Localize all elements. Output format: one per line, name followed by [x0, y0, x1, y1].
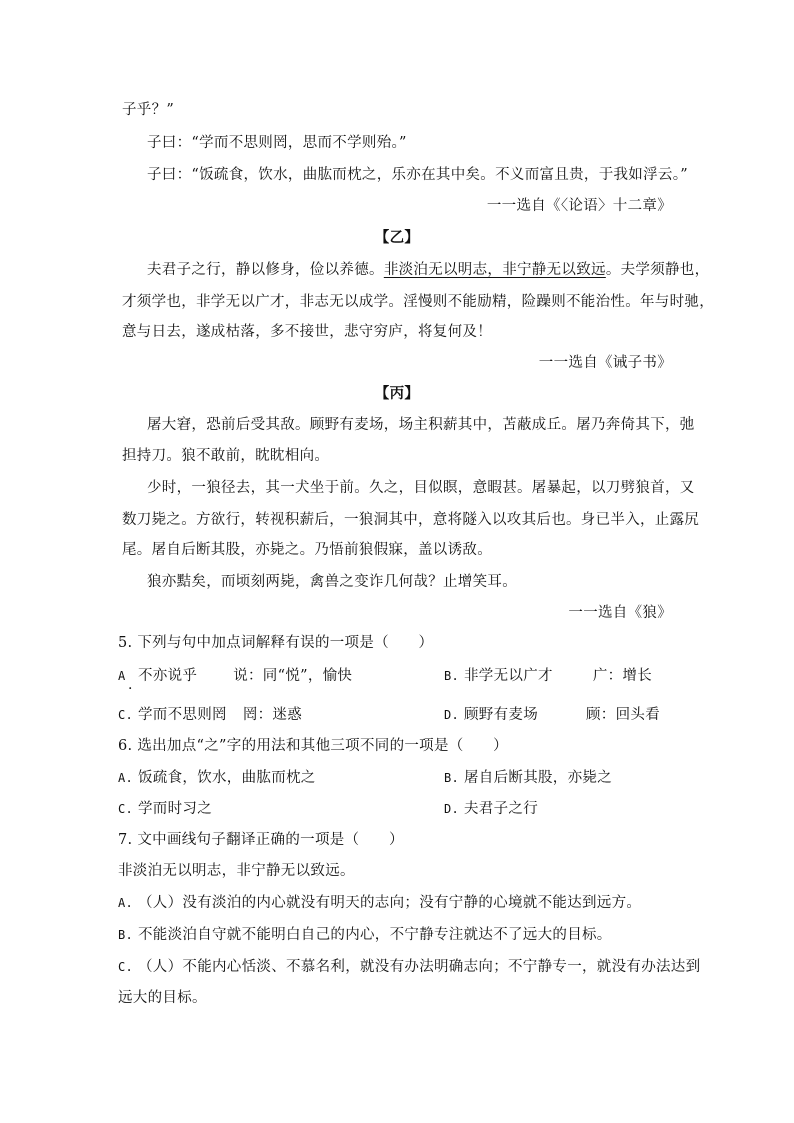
- option-label: B.: [444, 771, 460, 785]
- option-explanation: 罔：迷惑: [242, 707, 303, 723]
- question-7-option-a: [118, 893, 641, 913]
- option-text: 饭疏食，饮水，曲肱而枕之: [138, 770, 316, 786]
- question-6-option-d: [444, 799, 538, 819]
- option-explanation: 广：增长: [592, 668, 653, 684]
- option-label: C.: [118, 802, 134, 816]
- option-text: 非学无以广才: [464, 668, 553, 684]
- option-text: （人）没有淡泊的内心就没有明天的志向；没有宁静的心境就不能达到远方。: [138, 895, 642, 911]
- emphasis-dot-icon: ·: [128, 681, 133, 697]
- passage-yi-line-3: 意与日去，遂成枯落，多不接世，悲守穷庐，将复何及！: [122, 324, 492, 340]
- passage-bing-line-4: 数刀毙之。方欲行，转视积薪后，一狼洞其中，意将隧入以攻其后也。身已半入，止露尻: [122, 512, 700, 528]
- option-label: A.: [118, 896, 134, 910]
- option-text: （人）不能内心恬淡、不慕名利，就没有办法明确志向；不宁静专一，就没有办法达到: [138, 959, 701, 975]
- passage-yi-heading: 【乙】: [374, 229, 420, 246]
- question-6-option-c: [118, 799, 212, 819]
- option-label: A: [118, 669, 126, 683]
- question-7-option-c-continued: 远大的目标。: [118, 990, 207, 1006]
- question-5-stem: 5. 下列与句中加点词解释有误的一项是（ ）: [118, 635, 434, 651]
- passage-yi-line-2: 才须学也，非学无以广才，非志无以成学。淫慢则不能励精，险躁则不能治性。年与时驰，: [122, 294, 714, 310]
- option-label: D.: [444, 802, 460, 816]
- option-text: 夫君子之行: [464, 801, 538, 817]
- option-explanation: 顾：回头看: [586, 707, 660, 723]
- passage-bing-line-2: 担持刀。狼不敢前，眈眈相向。: [122, 448, 330, 464]
- question-7-option-c: [118, 957, 700, 977]
- underlined-sentence: 非淡泊无以明志，非宁静无以致远: [383, 262, 606, 278]
- passage-yi-line-1b: 。夫学须静也，: [605, 262, 710, 278]
- option-explanation: 说：同“悦”，愉快: [233, 668, 353, 684]
- question-7-sentence: 非淡泊无以明志，非宁静无以致远。: [118, 863, 355, 879]
- passage-bing-line-5: 尾。屠自后断其股，亦毙之。乃悟前狼假寐，盖以诱敌。: [122, 542, 492, 558]
- option-text: 学而不思则罔: [138, 707, 227, 723]
- question-6-stem: 6. 选出加点“之”字的用法和其他三项不同的一项是（ ）: [118, 738, 508, 754]
- option-label: C.: [118, 960, 134, 974]
- option-text: 顾野有麦场: [464, 707, 538, 723]
- option-text: 屠自后断其股，亦毙之: [464, 770, 612, 786]
- passage-yi-source: 一一选自《诫子书》: [538, 355, 672, 371]
- question-5-option-d: [444, 705, 660, 725]
- passage-yi-line-1: [147, 260, 709, 280]
- option-label: B.: [118, 928, 134, 942]
- passage-bing-heading: 【丙】: [374, 385, 420, 402]
- question-5-option-c: [118, 705, 302, 725]
- option-text: 不亦说乎: [138, 668, 198, 684]
- option-text: 不能淡泊自守就不能明白自己的内心，不宁静专注就达不了远大的目标。: [138, 927, 612, 943]
- passage-yi-line-1a: 夫君子之行，静以修身，俭以养德。: [147, 262, 384, 278]
- question-6-option-b: [444, 768, 612, 788]
- option-text: 学而时习之: [138, 801, 212, 817]
- passage-jia-source: 一一选自《〈论语〉十二章》: [486, 198, 672, 214]
- question-7-stem: 7. 文中画线句子翻译正确的一项是（ ）: [118, 832, 404, 848]
- option-label: B.: [444, 669, 460, 683]
- option-label: A.: [118, 771, 134, 785]
- question-5-option-a: [118, 666, 352, 686]
- passage-bing-line-1: 屠大窘，恐前后受其敌。顾野有麦场，场主积薪其中，苫蔽成丘。屠乃奔倚其下，弛: [147, 417, 695, 433]
- passage-jia-line-0: 子乎？”: [122, 102, 175, 118]
- option-label: C.: [118, 708, 134, 722]
- option-label: D.: [444, 708, 460, 722]
- passage-bing-source: 一一选自《狼》: [568, 605, 672, 621]
- question-7-option-b: [118, 925, 612, 945]
- passage-bing-line-6: 狼亦黠矣，而顷刻两毙，禽兽之变诈几何哉？止增笑耳。: [147, 574, 517, 590]
- question-5-option-b: [444, 666, 652, 686]
- passage-bing-line-3: 少时，一狼径去，其一犬坐于前。久之，目似瞑，意暇甚。屠暴起，以刀劈狼首，又: [147, 480, 695, 496]
- passage-jia-line-1: 子曰：“学而不思则罔，思而不学则殆。”: [147, 135, 407, 151]
- passage-jia-line-2: 子曰：“饭疏食，饮水，曲肱而枕之，乐亦在其中矣。不义而富且贵，于我如浮云。”: [147, 167, 688, 183]
- question-6-option-a: [118, 768, 316, 788]
